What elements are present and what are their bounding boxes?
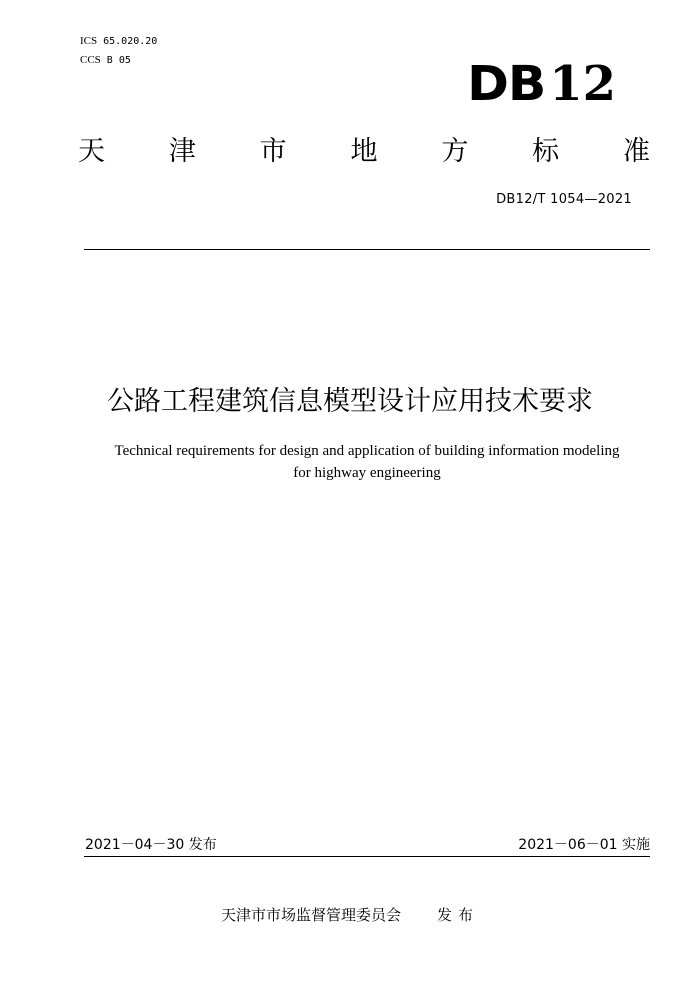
- standard-type-char: 地: [350, 136, 378, 167]
- ics-code: 65.020.20: [103, 36, 158, 47]
- document-title-english: [60, 440, 674, 484]
- standard-type-heading: [78, 134, 650, 170]
- issuer-action: 发布: [437, 906, 480, 924]
- document-title-english-line1: Technical requirements for design and application of building information modeling: [114, 443, 620, 459]
- issue-date: 2021－04－30 发布: [85, 837, 217, 853]
- ics-classification: [80, 34, 157, 49]
- db-logo-number: 12: [549, 56, 616, 112]
- ccs-label: CCS: [80, 54, 101, 66]
- implementation-date: 2021－06－01 实施: [518, 837, 650, 853]
- issuer-organization: 天津市市场监督管理委员会: [220, 906, 401, 924]
- standard-type-char: 准: [622, 136, 650, 167]
- standard-type-char: 方: [441, 136, 469, 167]
- top-divider: [84, 249, 650, 250]
- db-logo: [466, 56, 616, 112]
- standard-type-char: 标: [532, 136, 560, 167]
- issuer-line: [0, 905, 700, 925]
- document-title-chinese: 公路工程建筑信息模型设计应用技术要求: [107, 386, 593, 417]
- document-title-english-line2: for highway engineering: [293, 465, 441, 481]
- bottom-divider: [84, 856, 650, 857]
- db-logo-prefix: DB: [466, 56, 546, 112]
- standard-type-char: 市: [259, 136, 287, 167]
- standard-number: DB12/T 1054—2021: [496, 192, 632, 207]
- ccs-classification: [80, 53, 131, 68]
- ccs-code: B 05: [106, 55, 131, 66]
- ics-label: ICS: [80, 35, 98, 47]
- standard-type-char: 天: [78, 136, 105, 167]
- standard-type-char: 津: [168, 136, 196, 167]
